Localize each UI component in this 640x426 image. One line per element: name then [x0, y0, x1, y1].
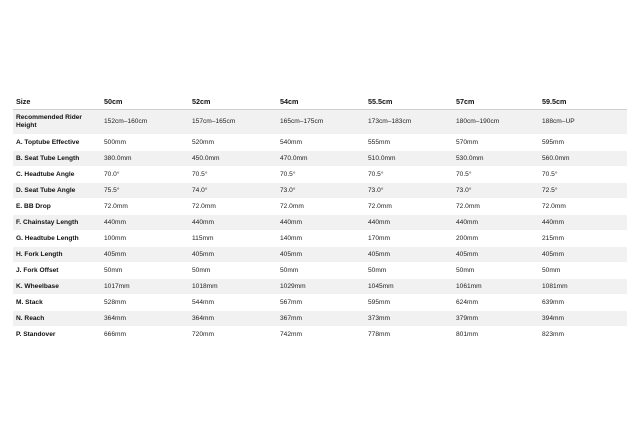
row-label: J. Fork Offset: [13, 263, 101, 279]
table-cell: 1017mm: [101, 279, 189, 295]
table-row: [13, 247, 627, 263]
table-cell: 1018mm: [189, 279, 277, 295]
table-cell: 157cm–165cm: [189, 110, 277, 135]
table-cell: 544mm: [189, 295, 277, 311]
table-body: [13, 110, 627, 343]
row-label: Recommended Rider Height: [13, 110, 101, 135]
table-cell: 500mm: [101, 135, 189, 151]
table-cell: 72.0mm: [189, 199, 277, 215]
table-cell: 73.0°: [453, 183, 539, 199]
table-cell: 380.0mm: [101, 151, 189, 167]
table-cell: 50mm: [365, 263, 453, 279]
geometry-table: [13, 95, 627, 343]
row-label: H. Fork Length: [13, 247, 101, 263]
table-cell: 75.5°: [101, 183, 189, 199]
table-row: [13, 295, 627, 311]
table-cell: 215mm: [539, 231, 627, 247]
table-row: [13, 327, 627, 343]
table-cell: 140mm: [277, 231, 365, 247]
table-cell: 70.5°: [453, 167, 539, 183]
table-row: [13, 263, 627, 279]
table-cell: 170mm: [365, 231, 453, 247]
table-cell: 70.5°: [365, 167, 453, 183]
table-cell: 50mm: [453, 263, 539, 279]
table-cell: 100mm: [101, 231, 189, 247]
header-cell-54cm: 54cm: [277, 95, 365, 110]
table-cell: 1061mm: [453, 279, 539, 295]
table-cell: 165cm–175cm: [277, 110, 365, 135]
table-cell: 373mm: [365, 311, 453, 327]
table-row: [13, 311, 627, 327]
table-row: [13, 183, 627, 199]
table-cell: 73.0°: [277, 183, 365, 199]
row-label: F. Chainstay Length: [13, 215, 101, 231]
table-header: [13, 95, 627, 110]
table-cell: 530.0mm: [453, 151, 539, 167]
table-cell: 405mm: [189, 247, 277, 263]
table-cell: 510.0mm: [365, 151, 453, 167]
table-cell: 720mm: [189, 327, 277, 343]
table-cell: 50mm: [101, 263, 189, 279]
table-cell: 440mm: [453, 215, 539, 231]
table-cell: 405mm: [101, 247, 189, 263]
table-cell: 72.0mm: [453, 199, 539, 215]
table-cell: 72.0mm: [539, 199, 627, 215]
table-cell: 50mm: [189, 263, 277, 279]
table-cell: 115mm: [189, 231, 277, 247]
table-cell: 379mm: [453, 311, 539, 327]
header-cell-55-5cm: 55.5cm: [365, 95, 453, 110]
table-cell: 520mm: [189, 135, 277, 151]
table-cell: 70.5°: [277, 167, 365, 183]
table-cell: 72.0mm: [277, 199, 365, 215]
table-cell: 742mm: [277, 327, 365, 343]
table-cell: 188cm–UP: [539, 110, 627, 135]
table-cell: 639mm: [539, 295, 627, 311]
row-label: D. Seat Tube Angle: [13, 183, 101, 199]
table-row: [13, 151, 627, 167]
table-cell: 70.5°: [539, 167, 627, 183]
table-row: [13, 199, 627, 215]
table-cell: 1081mm: [539, 279, 627, 295]
table-cell: 405mm: [539, 247, 627, 263]
table-cell: 394mm: [539, 311, 627, 327]
table-cell: 152cm–160cm: [101, 110, 189, 135]
table-cell: 50mm: [539, 263, 627, 279]
row-label: P. Standover: [13, 327, 101, 343]
table-cell: 440mm: [277, 215, 365, 231]
header-cell-57cm: 57cm: [453, 95, 539, 110]
header-cell-59-5cm: 59.5cm: [539, 95, 627, 110]
table-cell: 180cm–190cm: [453, 110, 539, 135]
table-cell: 70.0°: [101, 167, 189, 183]
header-cell-50cm: 50cm: [101, 95, 189, 110]
table-cell: 540mm: [277, 135, 365, 151]
table-cell: 567mm: [277, 295, 365, 311]
row-label: K. Wheelbase: [13, 279, 101, 295]
table-cell: 200mm: [453, 231, 539, 247]
table-cell: 595mm: [539, 135, 627, 151]
table-cell: 450.0mm: [189, 151, 277, 167]
row-label: M. Stack: [13, 295, 101, 311]
table-cell: 72.0mm: [365, 199, 453, 215]
table-cell: 72.5°: [539, 183, 627, 199]
table-row: [13, 167, 627, 183]
table-cell: 72.0mm: [101, 199, 189, 215]
table-cell: 528mm: [101, 295, 189, 311]
row-label: C. Headtube Angle: [13, 167, 101, 183]
table-cell: 73.0°: [365, 183, 453, 199]
table-cell: 367mm: [277, 311, 365, 327]
table-cell: 595mm: [365, 295, 453, 311]
table-cell: 440mm: [189, 215, 277, 231]
table-cell: 666mm: [101, 327, 189, 343]
table-row: [13, 110, 627, 135]
table-cell: 440mm: [365, 215, 453, 231]
table-cell: 440mm: [539, 215, 627, 231]
table-cell: 778mm: [365, 327, 453, 343]
table-cell: 70.5°: [189, 167, 277, 183]
table-cell: 570mm: [453, 135, 539, 151]
table-cell: 560.0mm: [539, 151, 627, 167]
table-row: [13, 215, 627, 231]
table-cell: 823mm: [539, 327, 627, 343]
table-cell: 555mm: [365, 135, 453, 151]
header-cell-size: Size: [13, 95, 101, 110]
table-cell: 405mm: [365, 247, 453, 263]
row-label: B. Seat Tube Length: [13, 151, 101, 167]
table-cell: 50mm: [277, 263, 365, 279]
table-cell: 405mm: [277, 247, 365, 263]
header-row: [13, 95, 627, 110]
row-label: A. Toptube Effective: [13, 135, 101, 151]
table-cell: 173cm–183cm: [365, 110, 453, 135]
table-cell: 470.0mm: [277, 151, 365, 167]
table-cell: 364mm: [101, 311, 189, 327]
table-cell: 1045mm: [365, 279, 453, 295]
row-label: G. Headtube Length: [13, 231, 101, 247]
table-cell: 364mm: [189, 311, 277, 327]
table-cell: 801mm: [453, 327, 539, 343]
row-label: E. BB Drop: [13, 199, 101, 215]
header-cell-52cm: 52cm: [189, 95, 277, 110]
table-cell: 1029mm: [277, 279, 365, 295]
table-cell: 405mm: [453, 247, 539, 263]
table-row: [13, 279, 627, 295]
row-label: N. Reach: [13, 311, 101, 327]
table-cell: 74.0°: [189, 183, 277, 199]
table-cell: 624mm: [453, 295, 539, 311]
table-row: [13, 231, 627, 247]
table-row: [13, 135, 627, 151]
table-cell: 440mm: [101, 215, 189, 231]
